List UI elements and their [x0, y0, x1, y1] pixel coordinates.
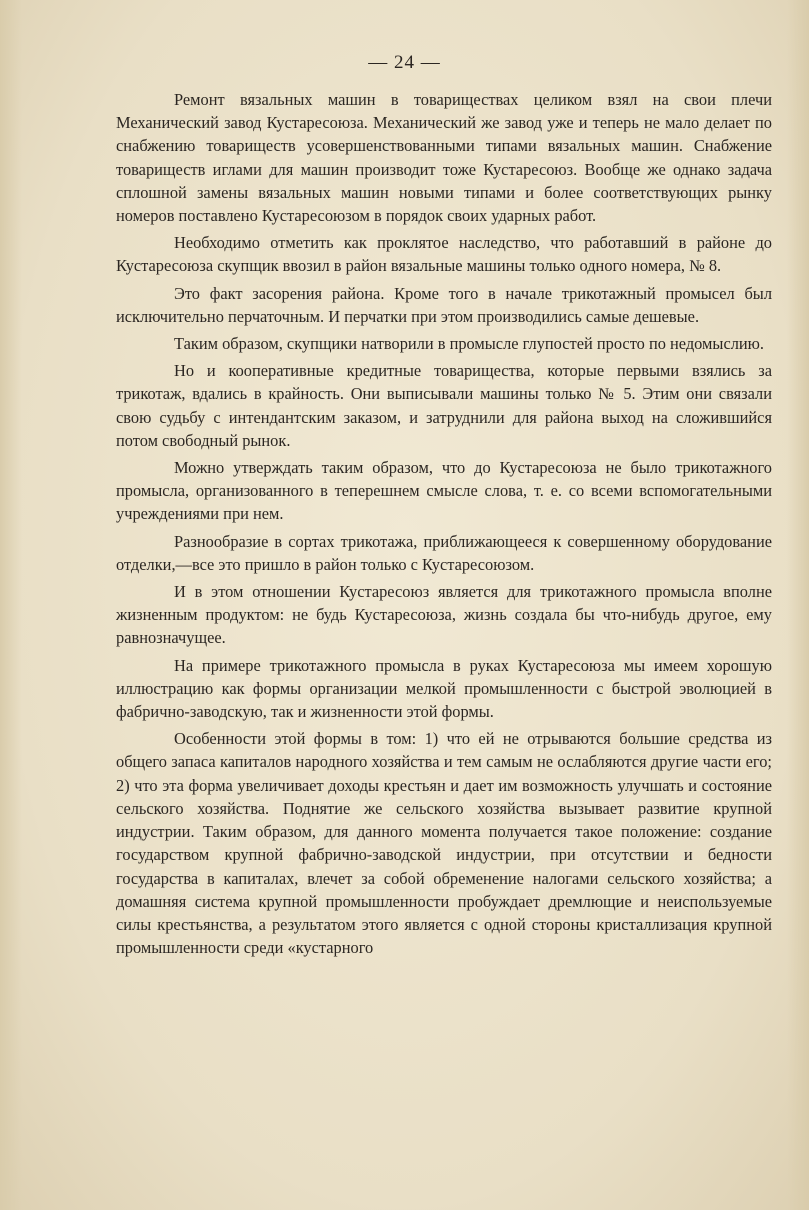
paragraph: На примере трикотажного промысла в руках Кустаресоюза мы имеем хорошую иллюстрацию как формы организации мелкой промышленности с быстрой эволюцией в фабрично-заводскую, так и жизненности этой формы.	[116, 655, 772, 722]
paragraph: Ремонт вязальных машин в товариществах целиком взял на свои плечи Механический завод Кустаресоюза. Механический же завод уже и теперь не мало делает по снабжению товариществ усовершенствованными типами вязальных машин. Снабжение товариществ иглами для машин производит тоже Кустаресоюз. Вообще же однако задача сплошной замены вязальных машин новыми типами и более соответствующих рынку номеров поставлено Кустаресоюзом в порядок своих ударных работ.	[116, 90, 772, 226]
paragraph: Особенности этой формы в том: 1) что ей не отрываются большие средства из общего запаса капиталов народного хозяйства и тем самым не ослабляются другие части его; 2) что эта форма увеличивает доходы крестьян и дает им возможность улучшать и состояние сельского хозяйства. Поднятие же сельского хозяйства вызывает развитие крупной индустрии. Таким образом, для данного момента получается такое положение: создание государством крупной фабрично-заводской индустрии, при отсутствии и бедности государства в капиталах, влечет за собой обременение налогами сельского хозяйства; а домашняя система крупной промышленности пробуждает дремлющие и неиспользуемые силы крестьянства, а результатом этого является с одной стороны кристаллизация крупной промышленности среди «кустарного	[116, 729, 772, 958]
body-text	[116, 88, 772, 963]
paragraph: Таким образом, скупщики натворили в промысле глупостей просто по недомыслию.	[174, 334, 765, 354]
page-number: — 24 —	[368, 52, 441, 73]
paragraph: Это факт засорения района. Кроме того в начале трикотажный промысел был исключительно перчаточным. И перчатки при этом производились самые дешевые.	[116, 283, 772, 326]
page-shadow-right	[787, 0, 809, 1210]
paragraph: Необходимо отметить как проклятое наследство, что работавший в районе до Кустаресоюза скупщик ввозил в район вязальные машины только одного номера, № 8.	[116, 233, 772, 276]
paragraph: Но и кооперативные кредитные товарищества, которые первыми взялись за трикотаж, вдались в крайность. Они выписывали машины только № 5. Этим они связали свою судьбу с интендантским заказом, и затруднили для района выход на сложившийся потом свободный рынок.	[116, 361, 772, 450]
paragraph: И в этом отношении Кустаресоюз является для трикотажного промысла вполне жизненным продуктом: не будь Кустаресоюза, жизнь создала бы что-нибудь другое, ему равнозначущее.	[116, 582, 772, 648]
paragraph: Можно утверждать таким образом, что до Кустаресоюза не было трикотажного промысла, организованного в теперешнем смысле слова, т. е. со всеми вспомогательными учреждениями при нем.	[116, 458, 772, 524]
paragraph: Разнообразие в сортах трикотажа, приближающееся к совершенному оборудование отделки,—все это пришло в район только с Кустаресоюзом.	[116, 531, 772, 574]
page-shadow-left	[0, 0, 22, 1210]
